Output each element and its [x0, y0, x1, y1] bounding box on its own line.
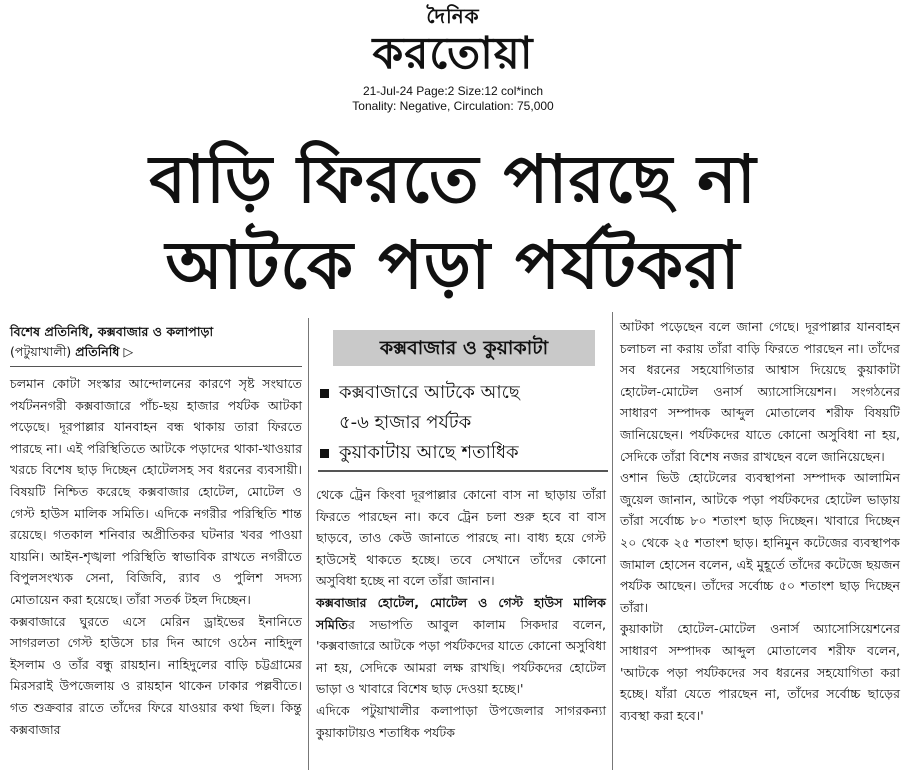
article-paragraph: কুয়াকাটা হোটেল-মোটেল ওনার্স অ্যাসোসিয়েশনের সাধারণ সম্পাদক আব্দুল মোতালেব শরীফ বলেন, 'আটকে পড়া পর্যটকদের সব ধরনের সহযোগিতা করা হচ্ছে। যাঁরা যেতে পারছেন না, তাঁদের সর্বোচ্চ ছাড়ের ব্যবস্থা করা হবে।': [620, 621, 900, 723]
highlight-text: কক্সবাজারে আটকে আছে: [339, 382, 520, 403]
highlight-text: ৫-৬ হাজার পর্যটক: [339, 412, 472, 433]
square-bullet-icon: [320, 389, 329, 398]
byline-rule: [10, 366, 302, 367]
highlight-item: [318, 438, 608, 468]
highlights-box: [318, 378, 608, 468]
column-divider: [612, 312, 613, 770]
article-column-1: [10, 322, 302, 740]
highlight-item: [318, 378, 608, 438]
byline-correspondent: প্রতিনিধি: [75, 344, 120, 359]
article-paragraph: এদিকে পটুয়াখালীর কলাপাড়া উপজেলার সাগরকন্যা কুয়াকাটায়ও শতাধিক পর্যটক: [316, 702, 606, 740]
square-bullet-icon: [320, 449, 329, 458]
byline-location: (পটুয়াখালী): [10, 344, 72, 359]
headline-line-2: আটকে পড়া পর্যটকরা: [165, 227, 741, 304]
column-divider: [308, 318, 309, 770]
organization-name: কক্সবাজার হোটেল, মোটেল ও গেস্ট হাউস মালিক সমিতি: [316, 594, 606, 632]
highlights-rule: [318, 470, 608, 472]
newspaper-name-logo: করতোয়া: [372, 28, 534, 79]
article-paragraph: [316, 592, 606, 700]
article-paragraph: আটকা পড়েছেন বলে জানা গেছে। দূরপাল্লার যানবাহন চলাচল না করায় তাঁরা বাড়ি ফিরতে পারছেন না। তাঁদের সব ধরনের সহযোগিতার আশ্বাস দিয়েছে কুয়াকাটা হোটেল-মোটেল ওনার্স অ্যাসোসিয়েশন। সংগঠনের সাধারণ সম্পাদক আব্দুল মোতালেব শরীফ বিষয়টি জানিয়েছেন। পর্যটকদের যাতে কোনো অসুবিধা না হয়, সেদিকে তাঁরা বিশেষ নজর রাখছেন বলে জানিয়েছেন।: [620, 319, 900, 464]
highlight-text: কুয়াকাটায় আছে শতাধিক: [339, 442, 519, 463]
article-column-2: [316, 484, 606, 743]
masthead-edition-label: দৈনিক: [426, 4, 480, 28]
byline-subline: [10, 342, 302, 362]
article-paragraph: ওশান ভিউ হোটেলের ব্যবস্থাপনা সম্পাদক আলামিন জুয়েল জানান, আটকে পড়া পর্যটকদের হোটেল ভাড়ায় তাঁরা সর্বোচ্চ ৮০ শতাংশ ছাড় দিচ্ছেন। খাবারে দিচ্ছেন ২০ থেকে ২৫ শতাংশ ছাড়। হানিমুন কটেজের ব্যবস্থাপক জামাল হোসেন বলেন, এই মুহূর্তে তাঁদের কটেজে ছয়জন পর্যটক আছেন। তাঁদের সর্বোচ্চ ৫০ শতাংশ ছাড় দিচ্ছেন তাঁরা।: [620, 470, 900, 615]
article-paragraph: কক্সবাজারে ঘুরতে এসে মেরিন ড্রাইভের ইনানিতে সাগরলতা গেস্ট হাউসে চার দিন আগে ওঠেন নাহিদুল ইসলাম ও তাঁর বন্ধু রায়হান। নাহিদুলের বাড়ি চট্টগ্রামের মিরসরাই উপজেলায় ও রায়হান থাকেন ঢাকার পল্লবীতে। গত শুক্রবার রাতে তাঁদের ফিরে যাওয়ার কথা ছিল। কিন্তু কক্সবাজার: [10, 613, 302, 737]
article-paragraph: থেকে ট্রেন কিংবা দূরপাল্লার কোনো বাস না ছাড়ায় তাঁরা ফিরতে পারছেন না। কবে ট্রেন চলা শুরু হবে বা বাস ছাড়বে, তাও কেউ জানাতে পারছে না। বাধ্য হয়ে গেস্ট হাউসেই থাকতে হচ্ছে। তবে সেখানে তাঁদের কোনো অসুবিধা হচ্ছে না বলে তাঁরা জানান।: [316, 487, 606, 589]
article-text: র সভাপতি আবুল কালাম সিকদার বলেন, 'কক্সবাজারে আটকে পড়া পর্যটকদের যাতে কোনো অসুবিধা না হয়, সেদিকে আমরা লক্ষ রাখছি। পর্যটকদের হোটেল ভাড়া ও খাবারে বিশেষ ছাড় দেওয়া হচ্ছে।': [316, 616, 606, 697]
clipping-tonality-circulation: Tonality: Negative, Circulation: 75,000: [352, 99, 554, 113]
clipping-date-page-size: 21-Jul-24 Page:2 Size:12 col*inch: [362, 84, 544, 98]
byline: বিশেষ প্রতিনিধি, কক্সবাজার ও কলাপাড়া: [10, 324, 214, 339]
article-column-3: [620, 316, 900, 726]
location-tag: কক্সবাজার ও কুয়াকাটা: [333, 330, 595, 366]
headline-line-1: বাড়ি ফিরতে পারছে না: [149, 141, 757, 218]
triangle-arrow-icon: ▷: [123, 344, 134, 359]
article-paragraph: চলমান কোটা সংস্কার আন্দোলনের কারণে সৃষ্ট সংঘাতে পর্যটননগরী কক্সবাজারে পাঁচ-ছয় হাজার পর্যটক আটকা পড়েছে। দূরপাল্লার যানবাহন বন্ধ থাকায় তারা ফিরতে পারছে না। এই পরিস্থিতিতে আটকে পড়াদের থাকা-খাওয়ার খরচে বিশেষ ছাড় দিচ্ছেন হোটেলসহ সব ধরনের ব্যবসায়ী। বিষয়টি নিশ্চিত করেছে কক্সবাজার হোটেল, মোটেল ও গেস্ট হাউস মালিক সমিতি। এদিকে নগরীর পরিস্থিতি শান্ত রয়েছে। গতকাল শনিবার অপ্রীতিকর ঘটনার খবর পাওয়া যায়নি। আইন-শৃঙ্খলা পরিস্থিতি স্বাভাবিক রাখতে নগরীতে বিপুলসংখ্যক সেনা, বিজিবি, র‍্যাব ও পুলিশ সদস্য মোতায়েন করা হয়েছে। তাঁরা সতর্ক টহল দিচ্ছেন।: [10, 376, 302, 607]
